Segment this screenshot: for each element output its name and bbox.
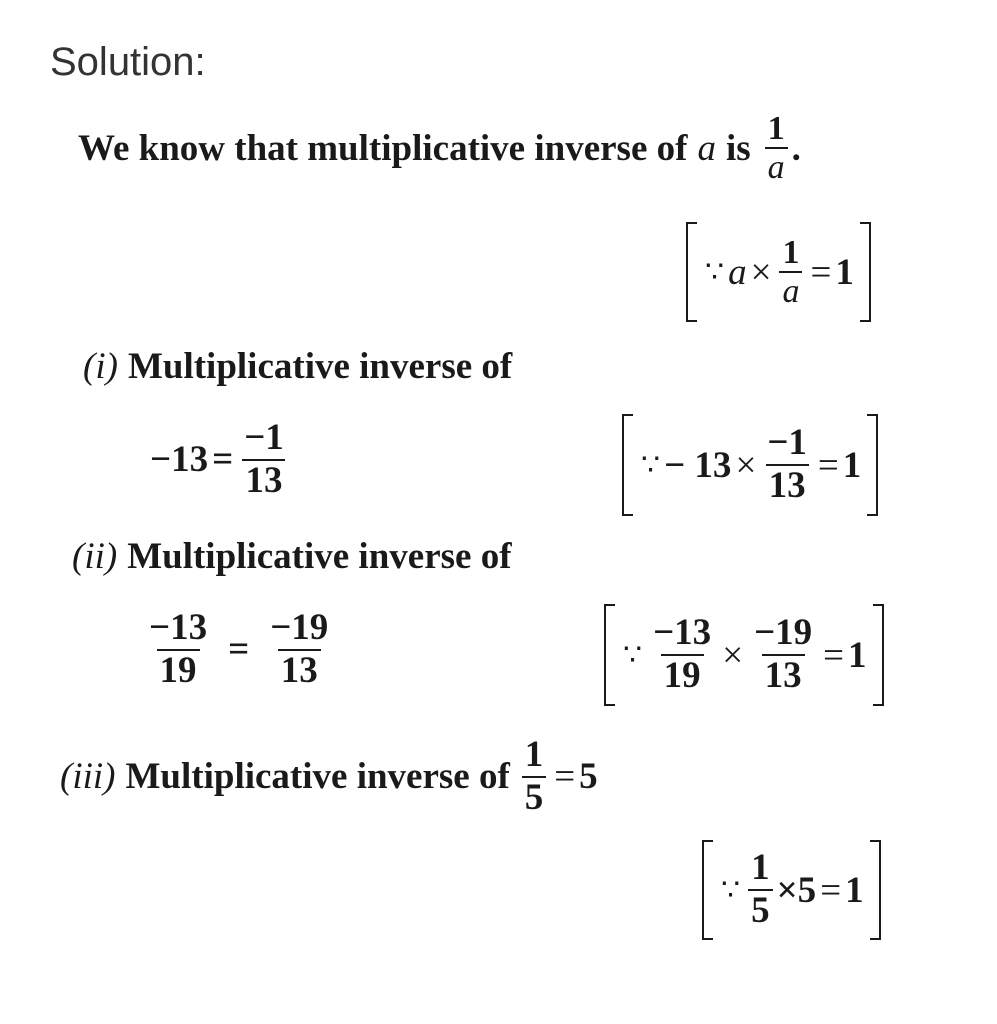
fraction-denominator: a xyxy=(779,271,802,310)
part-i-label: (i) xyxy=(83,346,118,387)
times-symbol: × xyxy=(722,634,744,676)
fraction-numerator: −19 xyxy=(270,607,329,648)
fraction-denominator: 19 xyxy=(157,649,200,692)
equals-symbol: = xyxy=(554,756,576,798)
part-iii-reason-bracket xyxy=(702,840,881,940)
reason-result: 1 xyxy=(835,251,854,293)
part-ii-title: Multiplicative inverse of xyxy=(127,536,512,577)
because-symbol: ∵ xyxy=(721,873,739,907)
fraction-denominator: 5 xyxy=(522,776,547,819)
equals-symbol: = xyxy=(810,251,832,293)
part-i-fraction xyxy=(241,418,287,501)
fraction-numerator: 1 xyxy=(751,847,770,889)
part-ii-lhs-fraction xyxy=(146,608,210,691)
because-symbol: ∵ xyxy=(705,255,723,289)
fraction-denominator: 13 xyxy=(766,464,809,507)
fraction-numerator: −1 xyxy=(244,417,284,458)
part-i-lhs: −13 xyxy=(150,439,209,481)
intro-statement xyxy=(78,110,801,187)
intro-text: We know that multiplicative inverse of xyxy=(78,127,688,169)
reason-fraction xyxy=(779,234,802,311)
intro-fraction xyxy=(765,110,788,187)
reason-variable: a xyxy=(728,251,747,293)
equals-symbol: = xyxy=(212,439,234,481)
fraction-denominator: 13 xyxy=(762,654,805,697)
right-bracket xyxy=(873,604,884,706)
reason-fraction xyxy=(764,423,810,506)
right-bracket xyxy=(867,414,878,516)
times-symbol: × xyxy=(750,251,772,293)
intro-period: . xyxy=(791,127,801,169)
right-bracket xyxy=(860,222,871,322)
fraction-denominator: 5 xyxy=(748,889,773,932)
fraction-numerator: −1 xyxy=(767,422,807,464)
part-ii-label: (ii) xyxy=(72,536,118,577)
part-i-heading xyxy=(83,345,512,388)
part-ii-reason-bracket xyxy=(604,604,884,706)
because-symbol: ∵ xyxy=(641,448,659,482)
part-ii-heading xyxy=(72,535,512,578)
times-symbol: × xyxy=(735,444,757,486)
intro-variable: a xyxy=(697,127,716,169)
fraction-denominator: 13 xyxy=(278,649,321,692)
intro-reason-bracket xyxy=(686,222,871,322)
part-i-equation xyxy=(150,418,291,501)
left-bracket xyxy=(686,222,697,322)
equals-symbol: = xyxy=(823,634,845,676)
fraction-numerator: −13 xyxy=(653,612,712,654)
fraction-numerator: −19 xyxy=(754,612,813,654)
equals-symbol: = xyxy=(228,629,250,671)
left-bracket xyxy=(604,604,615,706)
intro-is-word: is xyxy=(725,127,751,169)
reason-result: 1 xyxy=(848,634,867,676)
equals-symbol: = xyxy=(820,869,842,911)
fraction-denominator: 19 xyxy=(661,654,704,697)
part-iii-heading xyxy=(60,735,598,818)
reason-fraction xyxy=(748,848,773,931)
part-iii-title: Multiplicative inverse of xyxy=(125,756,510,798)
fraction-numerator: 1 xyxy=(782,233,800,271)
reason-result: 1 xyxy=(842,444,862,486)
part-iii-result: 5 xyxy=(579,756,598,798)
part-i-title: Multiplicative inverse of xyxy=(127,346,513,387)
fraction-numerator: 1 xyxy=(524,734,544,775)
fraction-denominator: a xyxy=(765,147,788,186)
reason-fraction-2 xyxy=(751,613,815,696)
right-bracket xyxy=(870,840,881,940)
fraction-numerator: −13 xyxy=(149,607,208,648)
reason-term: − 13 xyxy=(664,444,732,486)
part-i-reason-bracket xyxy=(622,414,878,516)
because-symbol: ∵ xyxy=(623,638,641,672)
left-bracket xyxy=(702,840,713,940)
part-ii-rhs-fraction xyxy=(267,608,331,691)
solution-heading: Solution: xyxy=(50,40,206,84)
part-ii-equation xyxy=(142,608,335,691)
reason-times-five: ×5 xyxy=(776,869,817,911)
fraction-numerator: 1 xyxy=(767,110,785,147)
equals-symbol: = xyxy=(817,444,839,486)
reason-result: 1 xyxy=(845,869,864,911)
part-iii-label: (iii) xyxy=(60,756,116,798)
left-bracket xyxy=(622,414,633,516)
part-iii-fraction xyxy=(522,735,547,818)
fraction-denominator: 13 xyxy=(242,459,285,502)
reason-fraction-1 xyxy=(650,613,714,696)
